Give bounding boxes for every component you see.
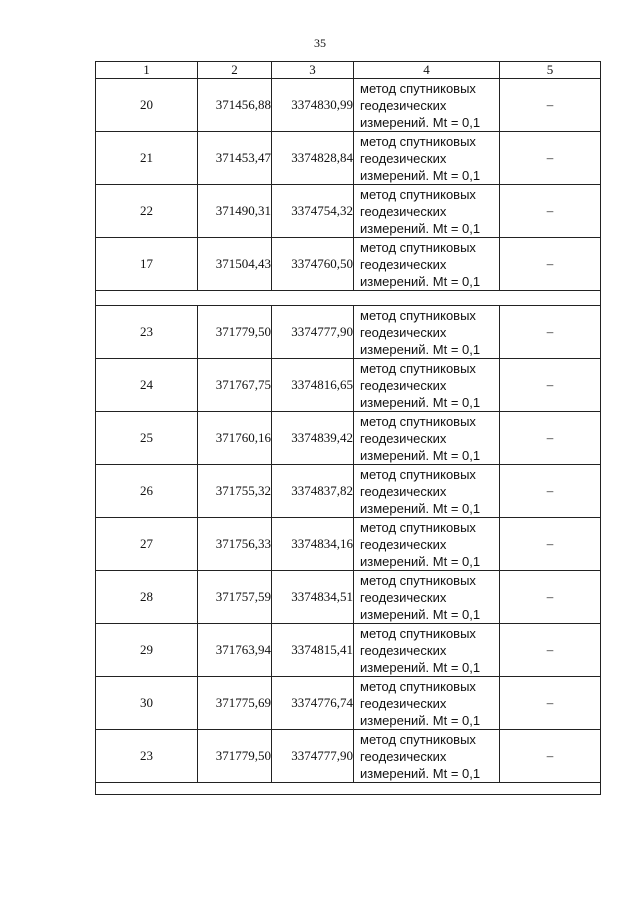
note-cell: –	[500, 412, 601, 465]
method-line: метод спутниковых	[360, 572, 476, 588]
separator-cell	[96, 291, 601, 306]
x-coordinate-cell: 371775,69	[198, 677, 272, 730]
note-cell: –	[500, 79, 601, 132]
x-coordinate-cell: 371755,32	[198, 465, 272, 518]
method-line: геодезических	[360, 748, 447, 764]
point-number-cell: 25	[96, 412, 198, 465]
method-line: метод спутниковых	[360, 731, 476, 747]
method-line: метод спутниковых	[360, 133, 476, 149]
y-coordinate-cell: 3374760,50	[272, 238, 354, 291]
method-line: измерений. Mt = 0,1	[360, 220, 481, 236]
point-number-cell: 21	[96, 132, 198, 185]
y-coordinate-cell: 3374816,65	[272, 359, 354, 412]
method-cell	[354, 518, 500, 571]
method-line: измерений. Mt = 0,1	[360, 659, 481, 675]
table-header-row	[96, 62, 601, 79]
table-body	[96, 79, 601, 795]
note-cell: –	[500, 359, 601, 412]
method-line: геодезических	[360, 483, 447, 499]
method-cell	[354, 185, 500, 238]
method-line: измерений. Mt = 0,1	[360, 447, 481, 463]
x-coordinate-cell: 371760,16	[198, 412, 272, 465]
point-number-cell: 24	[96, 359, 198, 412]
method-line: измерений. Mt = 0,1	[360, 606, 481, 622]
method-cell	[354, 571, 500, 624]
x-coordinate-cell: 371779,50	[198, 730, 272, 783]
coordinates-table	[95, 61, 601, 795]
method-line: измерений. Mt = 0,1	[360, 765, 481, 781]
separator-cell	[96, 783, 601, 795]
method-line: метод спутниковых	[360, 625, 476, 641]
point-number-cell: 26	[96, 465, 198, 518]
y-coordinate-cell: 3374776,74	[272, 677, 354, 730]
method-line: измерений. Mt = 0,1	[360, 394, 481, 410]
header-col-1: 1	[96, 62, 198, 79]
x-coordinate-cell: 371763,94	[198, 624, 272, 677]
method-line: метод спутниковых	[360, 678, 476, 694]
table-row	[96, 79, 601, 132]
note-cell: –	[500, 730, 601, 783]
method-line: метод спутниковых	[360, 186, 476, 202]
note-cell: –	[500, 571, 601, 624]
method-line: геодезических	[360, 536, 447, 552]
table-row	[96, 465, 601, 518]
x-coordinate-cell: 371453,47	[198, 132, 272, 185]
method-line: геодезических	[360, 97, 447, 113]
y-coordinate-cell: 3374828,84	[272, 132, 354, 185]
method-line: метод спутниковых	[360, 466, 476, 482]
table-row	[96, 730, 601, 783]
table-row	[96, 306, 601, 359]
method-line: измерений. Mt = 0,1	[360, 500, 481, 516]
table-row	[96, 185, 601, 238]
method-line: геодезических	[360, 150, 447, 166]
y-coordinate-cell: 3374830,99	[272, 79, 354, 132]
method-cell	[354, 677, 500, 730]
table-row	[96, 518, 601, 571]
table-row	[96, 677, 601, 730]
method-cell	[354, 412, 500, 465]
method-line: геодезических	[360, 642, 447, 658]
method-line: измерений. Mt = 0,1	[360, 273, 481, 289]
x-coordinate-cell: 371490,31	[198, 185, 272, 238]
table-row	[96, 412, 601, 465]
method-cell	[354, 359, 500, 412]
point-number-cell: 22	[96, 185, 198, 238]
point-number-cell: 29	[96, 624, 198, 677]
method-line: измерений. Mt = 0,1	[360, 341, 481, 357]
table-row	[96, 624, 601, 677]
note-cell: –	[500, 465, 601, 518]
method-line: метод спутниковых	[360, 239, 476, 255]
x-coordinate-cell: 371456,88	[198, 79, 272, 132]
point-number-cell: 28	[96, 571, 198, 624]
y-coordinate-cell: 3374839,42	[272, 412, 354, 465]
method-cell	[354, 306, 500, 359]
method-cell	[354, 132, 500, 185]
header-col-5: 5	[500, 62, 601, 79]
page-number: 35	[314, 36, 326, 50]
point-number-cell: 17	[96, 238, 198, 291]
point-number-cell: 27	[96, 518, 198, 571]
method-line: измерений. Mt = 0,1	[360, 553, 481, 569]
method-line: геодезических	[360, 589, 447, 605]
point-number-cell: 30	[96, 677, 198, 730]
method-cell	[354, 79, 500, 132]
table-row	[96, 359, 601, 412]
x-coordinate-cell: 371504,43	[198, 238, 272, 291]
header-col-3: 3	[272, 62, 354, 79]
header-col-4: 4	[354, 62, 500, 79]
point-number-cell: 20	[96, 79, 198, 132]
x-coordinate-cell: 371767,75	[198, 359, 272, 412]
method-line: метод спутниковых	[360, 360, 476, 376]
method-line: метод спутниковых	[360, 413, 476, 429]
method-cell	[354, 624, 500, 677]
x-coordinate-cell: 371779,50	[198, 306, 272, 359]
method-line: метод спутниковых	[360, 519, 476, 535]
header-col-2: 2	[198, 62, 272, 79]
note-cell: –	[500, 132, 601, 185]
x-coordinate-cell: 371757,59	[198, 571, 272, 624]
method-line: геодезических	[360, 256, 447, 272]
y-coordinate-cell: 3374834,51	[272, 571, 354, 624]
y-coordinate-cell: 3374837,82	[272, 465, 354, 518]
note-cell: –	[500, 185, 601, 238]
method-cell	[354, 238, 500, 291]
method-cell	[354, 465, 500, 518]
method-line: геодезических	[360, 377, 447, 393]
method-line: геодезических	[360, 203, 447, 219]
point-number-cell: 23	[96, 730, 198, 783]
y-coordinate-cell: 3374777,90	[272, 306, 354, 359]
note-cell: –	[500, 306, 601, 359]
note-cell: –	[500, 518, 601, 571]
point-number-cell: 23	[96, 306, 198, 359]
table-row	[96, 132, 601, 185]
method-line: геодезических	[360, 324, 447, 340]
table-row	[96, 238, 601, 291]
x-coordinate-cell: 371756,33	[198, 518, 272, 571]
y-coordinate-cell: 3374754,32	[272, 185, 354, 238]
method-line: метод спутниковых	[360, 80, 476, 96]
y-coordinate-cell: 3374815,41	[272, 624, 354, 677]
method-line: измерений. Mt = 0,1	[360, 114, 481, 130]
note-cell: –	[500, 238, 601, 291]
y-coordinate-cell: 3374777,90	[272, 730, 354, 783]
separator-row	[96, 291, 601, 306]
method-line: измерений. Mt = 0,1	[360, 712, 481, 728]
separator-row	[96, 783, 601, 795]
table-row	[96, 571, 601, 624]
note-cell: –	[500, 677, 601, 730]
method-line: измерений. Mt = 0,1	[360, 167, 481, 183]
y-coordinate-cell: 3374834,16	[272, 518, 354, 571]
note-cell: –	[500, 624, 601, 677]
method-line: геодезических	[360, 695, 447, 711]
method-line: геодезических	[360, 430, 447, 446]
method-cell	[354, 730, 500, 783]
method-line: метод спутниковых	[360, 307, 476, 323]
